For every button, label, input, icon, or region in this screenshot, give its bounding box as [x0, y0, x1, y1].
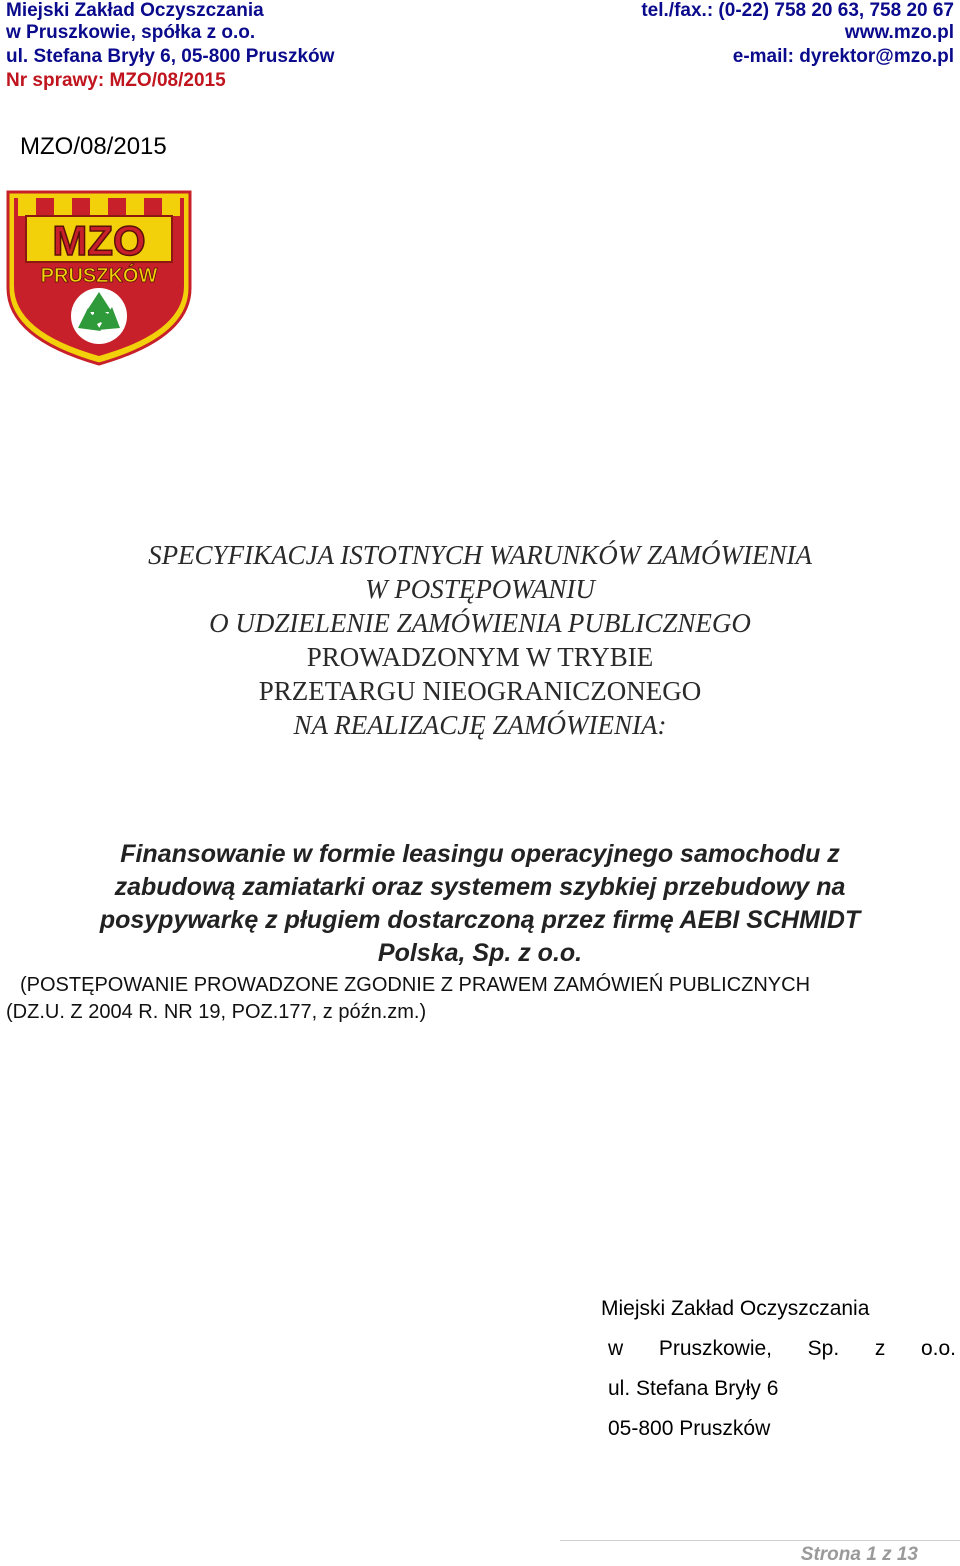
address-word-1: w [608, 1337, 624, 1360]
logo-sub-text: PRUSZKÓW [40, 265, 158, 287]
title-line-3: O UDZIELENIE ZAMÓWIENIA PUBLICZNEGO [209, 608, 751, 638]
address-line-2 [608, 1336, 956, 1362]
title-line-4: PROWADZONYM W TRYBIE [306, 642, 654, 672]
title-line-2: W POSTĘPOWANIU [365, 574, 595, 604]
financing-line-3: posypywarkę z pługiem dostarczoną przez firmę AEBI SCHMIDT [99, 906, 861, 934]
address-word-2: Pruszkowie, [658, 1337, 773, 1360]
legal-note-line-2: (DZ.U. Z 2004 R. NR 19, POZ.177, z późn.zm.) [6, 1001, 427, 1023]
header-email-link[interactable]: e-mail: dyrektor@mzo.pl [732, 46, 954, 67]
title-line-5: PRZETARGU NIEOGRANICZONEGO [258, 676, 702, 706]
financing-line-1: Finansowanie w formie leasingu operacyjnego samochodu z [120, 840, 840, 868]
logo-main-text: MZO [52, 217, 146, 264]
address-line-4: 05-800 Pruszków [608, 1417, 771, 1440]
address-line-1: Miejski Zakład Oczyszczania [601, 1297, 870, 1320]
title-line-6: NA REALIZACJĘ ZAMÓWIENIA: [293, 710, 667, 740]
header-phone: tel./fax.: (0-22) 758 20 63, 758 20 67 [641, 0, 954, 21]
mzo-logo [4, 188, 194, 366]
title-line-1: SPECYFIKACJA ISTOTNYCH WARUNKÓW ZAMÓWIENIA [148, 540, 812, 570]
header-case-number: Nr sprawy: MZO/08/2015 [6, 70, 226, 91]
address-word-5: o.o. [920, 1337, 956, 1360]
header-company-line2: w Pruszkowie, spółka z o.o. [6, 22, 256, 43]
header-website-link[interactable]: www.mzo.pl [844, 22, 954, 43]
legal-note-line-1: (POSTĘPOWANIE PROWADZONE ZGODNIE Z PRAWEM ZAMÓWIEŃ PUBLICZNYCH [20, 974, 811, 996]
document-id: MZO/08/2015 [20, 133, 167, 160]
page-number: Strona 1 z 13 [800, 1544, 918, 1565]
address-word-3: Sp. [807, 1337, 840, 1360]
financing-line-2: zabudową zamiatarki oraz systemem szybkiej przebudowy na [114, 873, 846, 901]
header-company-line1: Miejski Zakład Oczyszczania [6, 0, 264, 21]
address-line-3: ul. Stefana Bryły 6 [608, 1377, 779, 1400]
financing-line-4: Polska, Sp. z o.o. [377, 939, 583, 967]
address-word-4: z [874, 1337, 886, 1360]
header-address: ul. Stefana Bryły 6, 05-800 Pruszków [6, 46, 335, 67]
footer-divider [560, 1540, 960, 1541]
